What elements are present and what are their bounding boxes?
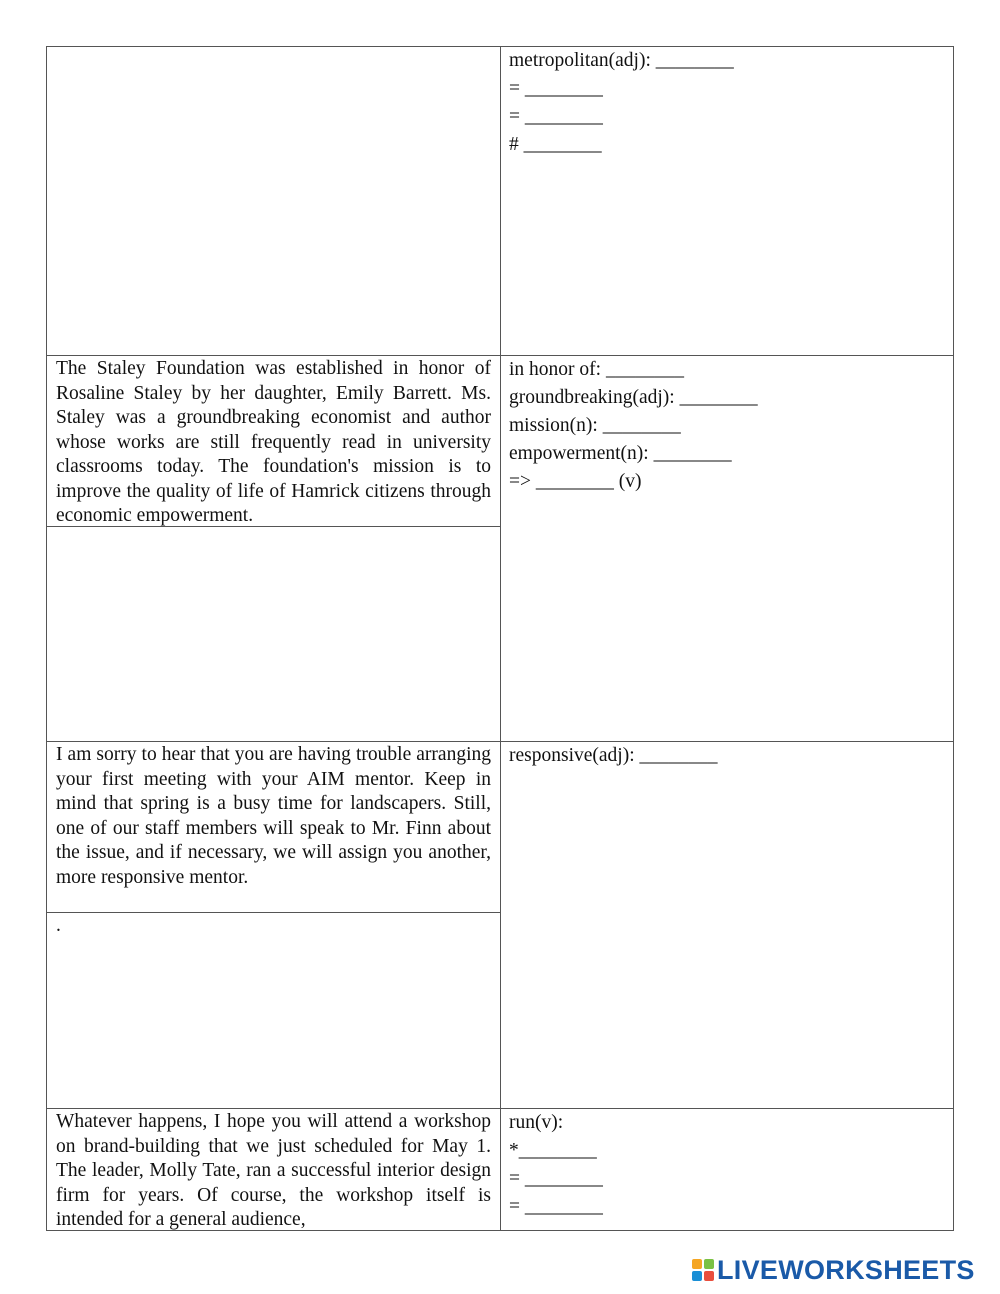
liveworksheets-logo: [692, 1255, 975, 1285]
vocab-item: *________: [509, 1140, 597, 1161]
vocab-item: in honor of: ________: [509, 359, 684, 380]
vocab-item: mission(n): ________: [509, 415, 681, 436]
vocab-list-4: [501, 1109, 953, 1221]
passage-text-4: Whatever happens, I hope you will attend a workshop on brand-building that we just scheduled for May 1. The leader, Molly Tate, ran a successful interior design firm for years. Of course, the workshop itself is intended for a general audience,: [56, 1111, 491, 1230]
passage-cell-3: [46, 741, 501, 913]
vocab-cell-1: [500, 46, 954, 356]
worksheet-table: [46, 46, 954, 1231]
vocab-item: responsive(adj): ________: [509, 745, 718, 766]
vocab-item: empowerment(n): ________: [509, 443, 732, 464]
vocab-list-1: [501, 47, 953, 159]
vocab-item: # ________: [509, 134, 602, 155]
vocab-list-2: [501, 356, 953, 496]
vocab-item: = ________: [509, 106, 603, 127]
passage-text-3: I am sorry to hear that you are having trouble arranging your first meeting with your AIM mentor. Keep in mind that spring is a busy time for landscapers. Still, one of our staff members will speak to Mr. Finn about the issue, and if necessary, we will assign you another, more responsive mentor.: [56, 744, 491, 888]
vocab-item: = ________: [509, 1196, 603, 1217]
logo-square: [692, 1259, 702, 1269]
logo-square: [704, 1259, 714, 1269]
vocab-cell-2: [500, 355, 954, 742]
vocab-item: metropolitan(adj): ________: [509, 50, 734, 71]
vocab-item: = ________: [509, 1168, 603, 1189]
answer-cell-3: [46, 912, 501, 1109]
logo-text: LIVEWORKSHEETS: [717, 1254, 975, 1285]
vocab-cell-3: [500, 741, 954, 1109]
vocab-item: run(v):: [509, 1112, 564, 1133]
logo-square: [704, 1271, 714, 1281]
answer-cell-2: [46, 526, 501, 742]
vocab-item: groundbreaking(adj): ________: [509, 387, 758, 408]
passage-cell-2: [46, 355, 501, 527]
logo-square: [692, 1271, 702, 1281]
passage-text-2: The Staley Foundation was established in honor of Rosaline Staley by her daughter, Emily Barrett. Ms. Staley was a groundbreaking economist and author whose works are still frequently read in university classrooms today. The foundation's mission is to improve the quality of life of Hamrick citizens through economic empowerment.: [56, 358, 491, 526]
vocab-item: = ________: [509, 78, 603, 99]
answer-mark: .: [56, 915, 61, 936]
vocab-cell-4: [500, 1108, 954, 1231]
passage-cell-4: [46, 1108, 501, 1231]
vocab-list-3: [501, 742, 953, 770]
vocab-item: => ________ (v): [509, 471, 642, 492]
passage-cell-1: [46, 46, 501, 356]
liveworksheets-logo-icon: [692, 1259, 714, 1281]
